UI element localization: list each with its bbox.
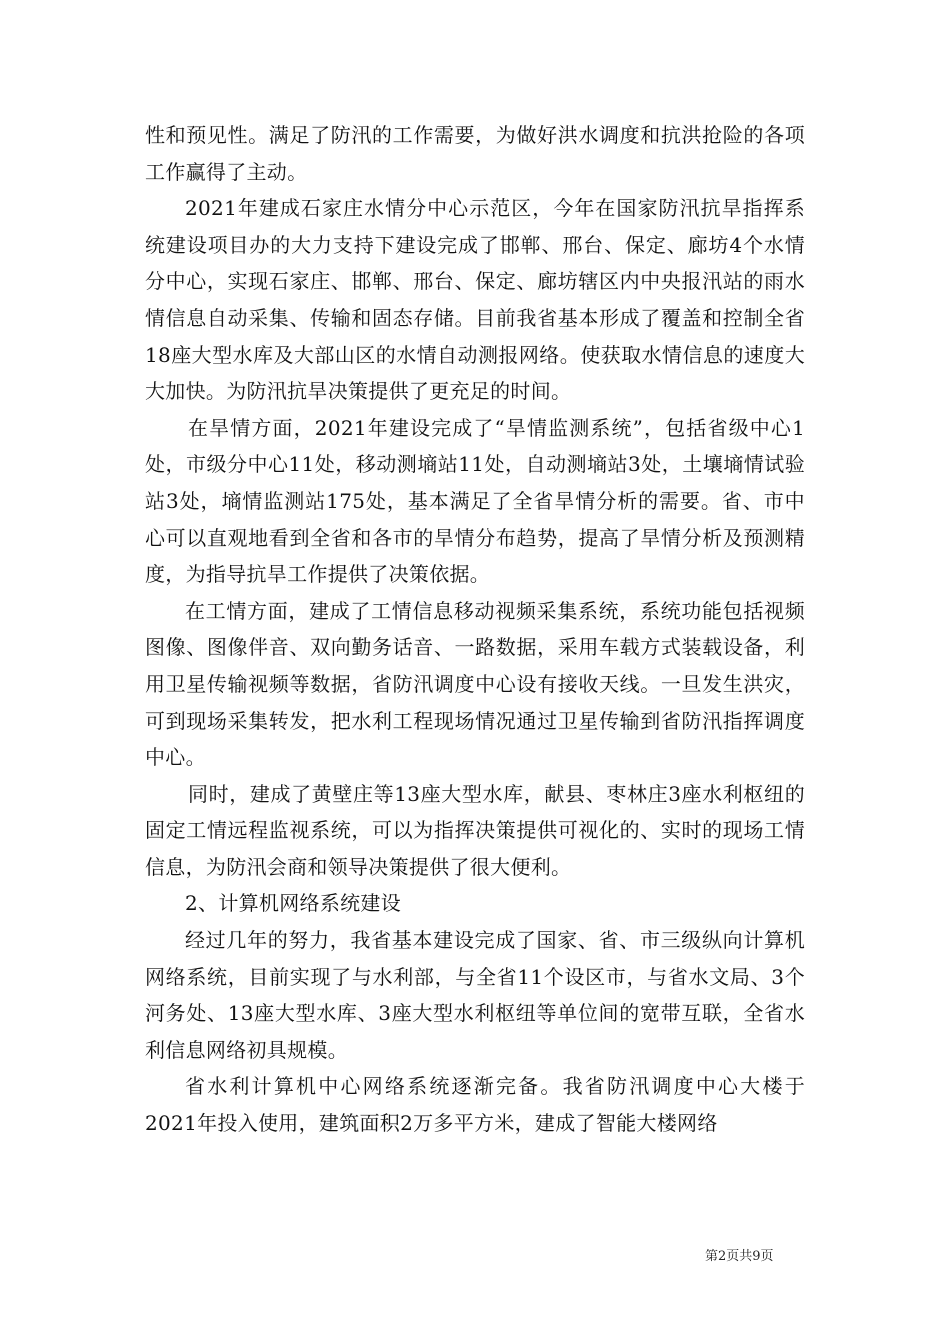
document-body <box>145 117 805 1142</box>
section-heading: 2、计算机网络系统建设 <box>185 891 402 916</box>
paragraph-8: 省水利计算机中心网络系统逐渐完备。我省防汛调度中心大楼于2021年投入使用，建筑面积2万多平方米，建成了智能大楼网络 <box>145 1074 805 1136</box>
paragraph-1: 性和预见性。满足了防汛的工作需要，为做好洪水调度和抗洪抢险的各项工作赢得了主动。 <box>145 123 805 184</box>
paragraph-3: 在旱情方面，2021年建设完成了“旱情监测系统”，包括省级中心1处，市级分中心11处，移动测墒站11处，自动测墒站3处，土壤墒情试验站3处，墒情监测站175处，基本满足了全省旱情分析的需要。省、市中心可以直观地看到全省和各市的旱情分布趋势，提高了旱情分析及预测精度，为指导抗旱工作提供了决策依据。 <box>145 415 805 587</box>
paragraph-4: 在工情方面，建成了工情信息移动视频采集系统，系统功能包括视频图像、图像伴音、双向勤务话音、一路数据，采用车载方式装载设备，利用卫星传输视频等数据，省防汛调度中心设有接收天线。一旦发生洪灾，可到现场采集转发，把水利工程现场情况通过卫星传输到省防汛指挥调度中心。 <box>145 598 805 770</box>
paragraph-7: 经过几年的努力，我省基本建设完成了国家、省、市三级纵向计算机网络系统，目前实现了与水利部，与全省11个设区市，与省水文局、3个河务处、13座大型水库、3座大型水利枢纽等单位间的宽带互联，全省水利信息网络初具规模。 <box>145 928 805 1062</box>
page-number: 第2页共9页 <box>705 1249 774 1264</box>
paragraph-2: 2021年建成石家庄水情分中心示范区，今年在国家防汛抗旱指挥系统建设项目办的大力支持下建设完成了邯郸、邢台、保定、廊坊4个水情分中心，实现石家庄、邯郸、邢台、保定、廊坊辖区内中央报汛站的雨水情信息自动采集、传输和固态存储。目前我省基本形成了覆盖和控制全省18座大型水库及大部山区的水情自动测报网络。使获取水情信息的速度大大加快。为防汛抗旱决策提供了更充足的时间。 <box>145 196 805 404</box>
paragraph-5: 同时，建成了黄壁庄等13座大型水库，献县、枣林庄3座水利枢纽的固定工情远程监视系统，可以为指挥决策提供可视化的、实时的现场工情信息，为防汛会商和领导决策提供了很大便利。 <box>145 781 805 879</box>
